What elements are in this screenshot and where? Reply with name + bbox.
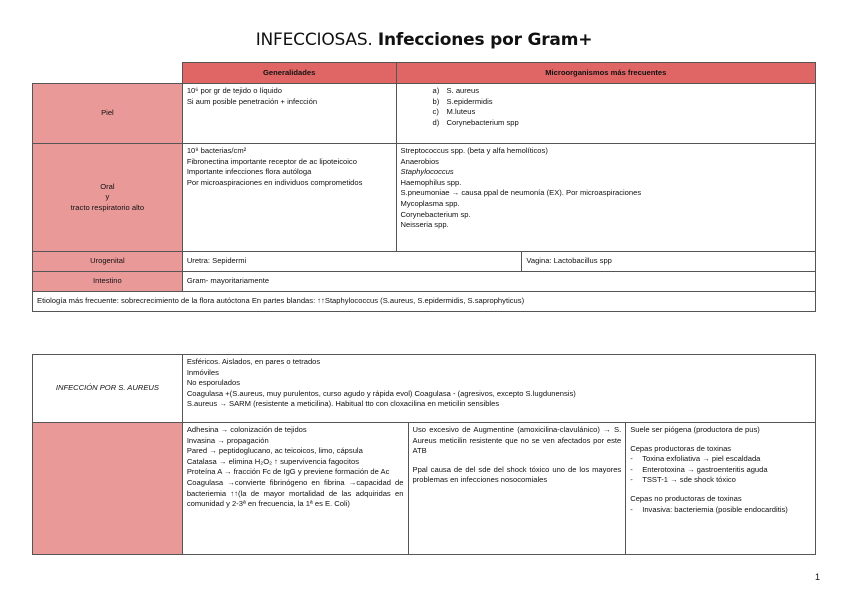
list-item: - TSST-1 → sde shock tóxico: [630, 475, 736, 485]
row-label-oral: Oral y tracto respiratorio alto: [33, 144, 183, 252]
header-microorganismos: Microorganismos más frecuentes: [396, 63, 815, 84]
s-aureus-summary: [182, 355, 815, 423]
s-aureus-row-label: [33, 423, 183, 555]
row-label-piel: Piel: [33, 84, 183, 144]
title-prefix: INFECCIOSAS.: [255, 30, 373, 50]
list-item: - Toxina exfoliativa → piel escaldada: [630, 454, 761, 464]
etiologia-note: Etiología más frecuente: sobrecrecimiento de la flora autóctona En partes blandas: ↑↑Staphylococcus (S.aureus, S.epidermidis, S.saprophyticus): [33, 292, 816, 312]
text-line: 10⁹ bacterias/cm²: [186, 146, 247, 155]
text-line: 10⁶ por gr de tejido o líquido: [186, 86, 282, 95]
vagina-cell: Vagina: Lactobacillus spp: [522, 252, 816, 272]
row-label-urogenital: Urogenital: [33, 252, 183, 272]
page-title: [0, 30, 848, 50]
intestino-cell: Gram- mayoritariamente: [182, 272, 815, 292]
text-line: Cepas productoras de toxinas: [630, 443, 732, 453]
list-item: - Invasiva: bacteriemia (posible endocarditis): [630, 504, 788, 514]
text-line: Anaerobios: [400, 156, 439, 166]
row-label-intestino: Intestino: [33, 272, 183, 292]
list-item: c) M.luteus: [432, 107, 476, 117]
header-generalidades: Generalidades: [182, 63, 396, 84]
list-item: b) S.epidermidis: [432, 96, 493, 106]
oral-generalidades: [182, 144, 396, 252]
text-line: Staphylococcus: [400, 167, 454, 177]
resistance-cell: [408, 423, 626, 555]
piel-microorganismos: [396, 84, 815, 144]
text-line: Haemophilus spp.: [400, 177, 462, 187]
text-line: Coagulasa +(S.aureus, muy purulentos, curso agudo y rápida evol) Coagulasa - (agresivos, excepto S.lugdunensis): [186, 388, 576, 398]
list-item: - Enterotoxina → gastroenteritis aguda: [630, 464, 768, 474]
list-item: a) S. aureus: [432, 86, 480, 95]
text-line: No esporulados: [186, 378, 241, 388]
text-line: Suele ser piógena (productora de pus): [630, 425, 760, 434]
microbiota-table: [32, 62, 816, 312]
text-line: S.pneumoniae → causa ppal de neumonía (EX). Por microaspiraciones: [400, 188, 642, 198]
list-item: d) Corynebacterium spp: [432, 117, 519, 127]
text-line: Inmóviles: [186, 367, 219, 377]
text-line: Corynebacterium sp.: [400, 209, 471, 219]
text-line: Pared → peptidoglucano, ac teicoicos, limo, cápsula: [186, 446, 363, 456]
text-line: Mycoplasma spp.: [400, 198, 460, 208]
text-line: Proteína A → fracción Fc de IgG y previene formación de Ac: [186, 467, 390, 477]
piel-generalidades: [182, 84, 396, 144]
text-line: Uso excesivo de Augmentine (amoxicilina-clavulánico) → S. Aureus meticilin resistente que no se ven afectados por este ATB: [412, 425, 622, 456]
text-line: Cepas no productoras de toxinas: [630, 493, 742, 503]
text-line: Adhesina → colonización de tejidos: [186, 425, 307, 434]
text-line: Streptococcus spp. (beta y alfa hemolíticos): [400, 146, 548, 155]
virulence-factors-cell: [182, 423, 408, 555]
text-line: Importante infecciones flora autóloga: [186, 167, 312, 177]
s-aureus-table: [32, 354, 816, 555]
empty-corner: [33, 63, 183, 84]
text-line: Catalasa → elimina H₂O₂ ↑ supervivencia fagocitos: [186, 456, 359, 466]
title-main: Infecciones por Gram+: [377, 30, 593, 50]
text-line: S.aureus → SARM (resistente a meticilina). Habitual tto con cloxacilina en meticilin sensibles: [186, 399, 500, 409]
text-line: Invasina → propagación: [186, 435, 269, 445]
toxins-cell: [626, 423, 816, 555]
text-line: Ppal causa de del sde del shock tóxico uno de los mayores problemas en infecciones nosocomiales: [412, 464, 622, 485]
text-line: Neisseria spp.: [400, 220, 449, 230]
text-line: Fibronectina importante receptor de ac lipoteicoico: [186, 156, 357, 166]
uretra-cell: Uretra: Sepidermi: [182, 252, 522, 272]
text-line: Esféricos. Aislados, en pares o tetrados: [186, 357, 321, 366]
oral-microorganismos: [396, 144, 815, 252]
s-aureus-label: INFECCIÓN POR S. AUREUS: [33, 355, 183, 423]
text-line: Coagulasa →convierte fibrinógeno en fibrina →capacidad de bacteriemia ↑↑(la de mayor mortalidad de las adquiridas en comunidad y 2-3ª en frecuencia, la 1ª es E. Coli): [186, 477, 404, 509]
page-number: 1: [814, 572, 820, 582]
text-line: Si aum posible penetración + infección: [186, 96, 318, 106]
text-line: Por microaspiraciones en individuos comprometidos: [186, 177, 363, 187]
